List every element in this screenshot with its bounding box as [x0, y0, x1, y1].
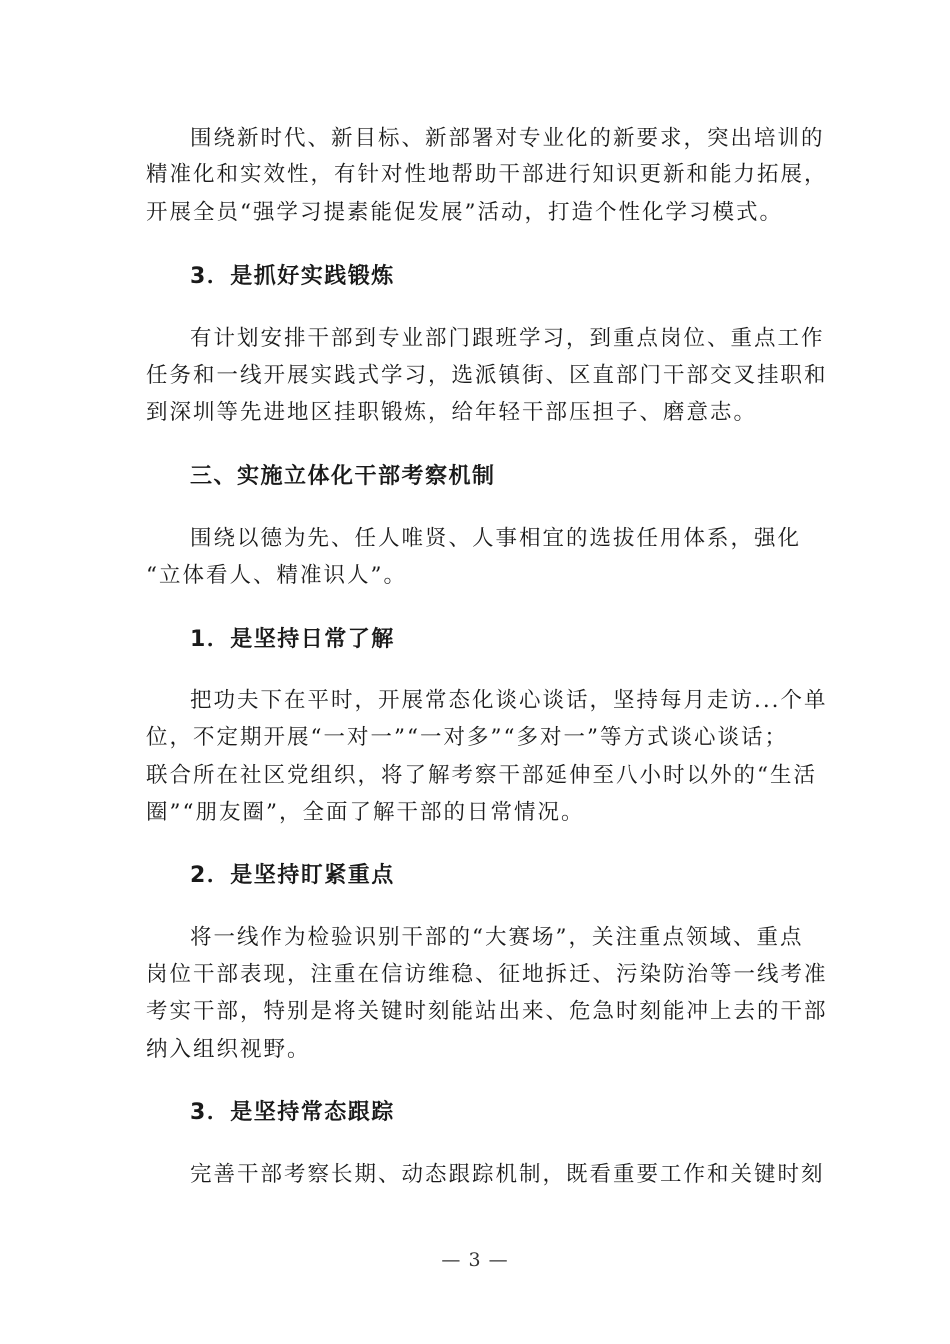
subsection-heading: 1．是坚持日常了解 — [190, 627, 395, 652]
paragraph-line: 将一线作为检验识别干部的“大赛场”，关注重点领域、重点 — [190, 925, 804, 950]
paragraph-line: 位，不定期开展“一对一”“一对多”“多对一”等方式谈心谈话； — [146, 725, 788, 750]
page-number: — 3 — — [441, 1249, 509, 1271]
paragraph-line: 到深圳等先进地区挂职锻炼，给年轻干部压担子、磨意志。 — [146, 400, 758, 425]
paragraph-line: 任务和一线开展实践式学习，选派镇街、区直部门干部交叉挂职和 — [146, 363, 828, 388]
paragraph-line: 考实干部，特别是将关键时刻能站出来、危急时刻能冲上去的干部 — [146, 999, 828, 1024]
paragraph-line: 围绕新时代、新目标、新部署对专业化的新要求，突出培训的 — [190, 126, 825, 151]
paragraph-line: 岗位干部表现，注重在信访维稳、征地拆迁、污染防治等一线考准 — [146, 962, 828, 987]
paragraph-line: 完善干部考察长期、动态跟踪机制，既看重要工作和关键时刻 — [190, 1162, 825, 1187]
paragraph-line: 联合所在社区党组织，将了解考察干部延伸至八小时以外的“生活 — [146, 763, 817, 788]
paragraph-line: 把功夫下在平时，开展常态化谈心谈话，坚持每月走访...个单 — [190, 688, 828, 713]
paragraph-line: 有计划安排干部到专业部门跟班学习，到重点岗位、重点工作 — [190, 326, 825, 351]
subsection-heading: 2．是坚持盯紧重点 — [190, 863, 395, 888]
paragraph-line: “立体看人、精准识人”。 — [146, 563, 407, 588]
paragraph-line: 精准化和实效性，有针对性地帮助干部进行知识更新和能力拓展， — [146, 162, 828, 187]
section-heading: 三、实施立体化干部考察机制 — [190, 464, 496, 489]
subsection-heading: 3．是坚持常态跟踪 — [190, 1100, 395, 1125]
paragraph-line: 开展全员“强学习提素能促发展”活动，打造个性化学习模式。 — [146, 200, 783, 225]
subsection-heading: 3．是抓好实践锻炼 — [190, 264, 395, 289]
paragraph-line: 圈”“朋友圈”，全面了解干部的日常情况。 — [146, 800, 585, 825]
paragraph-line: 围绕以德为先、任人唯贤、人事相宜的选拔任用体系，强化 — [190, 526, 802, 551]
paragraph-line: 纳入组织视野。 — [146, 1037, 311, 1062]
